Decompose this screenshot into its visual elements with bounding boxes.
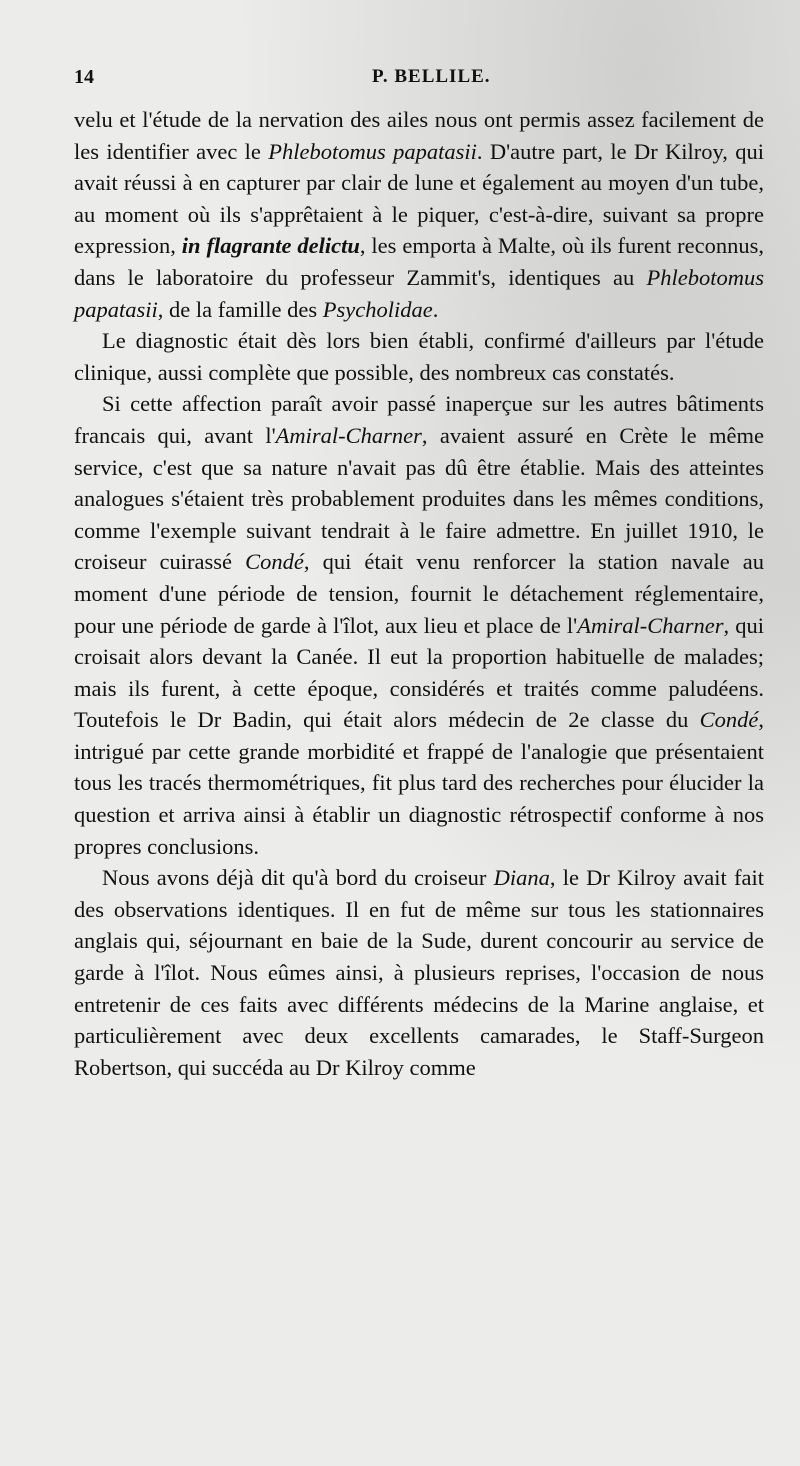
text-run: , le Dr Kilroy avait fait des observations identiques. Il en fut de même sur tous les stationnaires anglais qui, séjournant en baie de la Sude, durent concourir au service de garde à l'îlot. Nous eûmes ainsi, à plusieurs reprises, l'occasion de nous entretenir de ces faits avec différents médecins de la Marine anglaise, et particulièrement avec deux excellents camarades, le Staff-Surgeon Robertson, qui succéda au Dr Kilroy comme xyxy=(74,865,764,1080)
emphasis-text: Phlebotomus papatasii xyxy=(74,264,764,322)
emphasis-text: Amiral-Charner xyxy=(577,612,724,638)
page-header xyxy=(74,66,764,98)
text-run: . xyxy=(432,296,439,322)
emphasis-text: Condé xyxy=(245,549,304,575)
emphasis-text: Psycholidae xyxy=(322,296,433,322)
text-run: , les emporta à Malte, où ils furent reconnus, dans le laboratoire du professeur Zammit's, identiques au xyxy=(74,233,765,290)
paragraph xyxy=(74,862,764,1083)
body-text xyxy=(74,104,764,1083)
text-run: , qui était venu renforcer la station navale au moment d'une période de tension, fournit le détachement réglementaire, pour une période de garde à l'îlot, aux lieu et place de l' xyxy=(74,549,764,638)
text-run: , de la famille des xyxy=(157,296,323,322)
text-run: Nous avons déjà dit qu'à bord du croiseur xyxy=(102,865,494,891)
emphasis-text: Amiral-Charner xyxy=(275,422,422,448)
text-run: Si cette affection paraît avoir passé inaperçue sur les autres bâtiments francais qui, avant l' xyxy=(74,391,764,448)
text-run: , intrigué par cette grande morbidité et frappé de l'analogie que présentaient tous les tracés thermométriques, fit plus tard des recherches pour élucider la question et arriva ainsi à établir un diagnostic rétrospectif conforme à nos propres conclusions. xyxy=(74,707,764,859)
text-run: , qui croisait alors devant la Canée. Il eut la proportion habituelle de malades; mais ils furent, à cette époque, considérés et traités comme paludéens. Toutefois le Dr Badin, qui était alors médecin de 2e classe du xyxy=(74,612,764,733)
text-run: velu et l'étude de la nervation des ailes nous ont permis assez facilement de les identifier avec le xyxy=(74,107,764,164)
emphasis-text: Condé xyxy=(699,707,759,733)
paragraph xyxy=(74,388,764,862)
emphasis-text: Diana xyxy=(493,865,550,891)
paragraph xyxy=(74,325,764,388)
paragraph xyxy=(74,104,764,325)
emphasis-text: in flagrante delictu xyxy=(181,233,360,259)
text-run: , avaient assuré en Crète le même service, c'est que sa nature n'avait pas dû être établie. Mais des atteintes analogues s'étaient très probablement produites dans les mêmes conditions, comme l'exemple suivant tendrait à le faire admettre. En juillet 1910, le croiseur cuirassé xyxy=(74,422,764,575)
running-head: P. BELLILE. xyxy=(372,66,491,87)
text-run: . D'autre part, le Dr Kilroy, qui avait réussi à en capturer par clair de lune et également au moyen d'un tube, au moment où ils s'apprêtaient à le piquer, c'est-à-dire, suivant sa propre expression, xyxy=(74,138,765,259)
emphasis-text: Phlebotomus papatasii xyxy=(268,138,477,164)
text-run: Le diagnostic était dès lors bien établi, confirmé d'ailleurs par l'étude clinique, aussi complète que possible, des nombreux cas constatés. xyxy=(74,328,764,385)
page-number: 14 xyxy=(74,66,94,88)
